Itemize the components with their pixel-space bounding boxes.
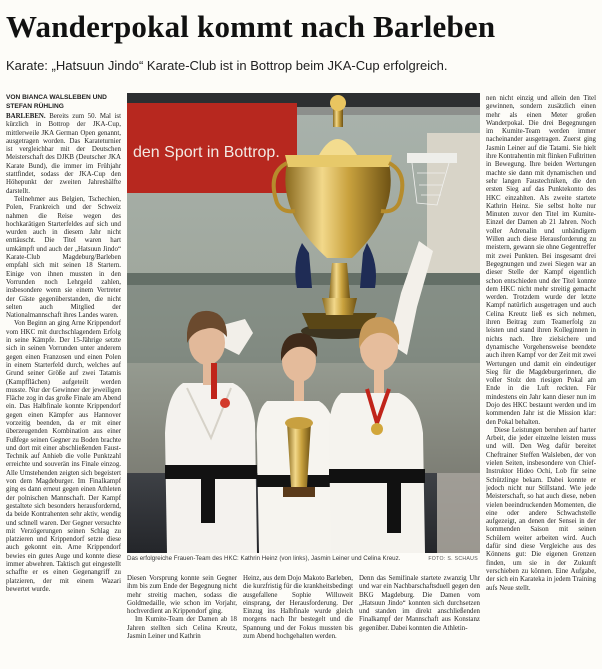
article-column-3	[243, 575, 353, 665]
column-paragraph: Denn das Semifinale startete zwanzig Uhr und war ein Nachbarschaftsduell gegen den BKG Magdeburg. Die Damen vom „Hatsuun Jindo“ konnten sich durchsetzen und standen im direkt anschließenden Finalkampf der Mannschaft aus Konstanz gegenüber. Dabei konnten die Athletin-	[359, 575, 480, 632]
column-paragraph: Von Beginn an ging Arne Krippendorf vom HKC mit durchschlagendem Erfolg in seine Kämpfe. Der 15-Jährige setzte sich in seinen Vorrunden unter anderem gegen einen Franzosen und einen Polen in einem Starterfeld durch, welches auf Grund seiner Größe auf zwei Tatamis (Kampfflächen) aufgeteilt werden musste. Nur der Gewinner der jeweiligen Fläche zog in das große Finale am Abend ein. Das Halbfinale konnte Krippendorf gegen einen Kämpfer aus Hannover vorzeitig beenden, da er mit einer überzeugenden Kombination aus einer Fußfege seinen Gegner zu Boden brachte und dort mit einer abschließenden Faust-Technik auf Anhieb die volle Punktzahl erreichte und souverän ins Finale einzog. Alle Umstehenden zeigten sich begeistert von dem Magdeburger. Im Finalkampf ging es dann erneut gegen einen Athleten der polnischen Mannschaft. Der Kampf gestaltete sich besonders herausfordernd, da beide Kontrahenten sehr aktiv, wendig und schnell waren. Der Gegner versuchte mit Verzögerungen seinen Schlag zu platzieren und Krippendorf setzte diese auch gekonnt ein. Arne Krippendorf bewies ein gutes Auge und konnte diese immer abwehren. Taktisch gut eingestellt schaffte er es einen Gegenangriff zu platzieren, der mit einem Wazari bewertet wurde.	[6, 320, 121, 593]
article-column-5	[486, 95, 596, 665]
column-paragraph: Im Kumite-Team der Damen ab 18 Jahren stellten sich Celina Kreutz, Jasmin Leiner und Kathrin	[127, 616, 237, 641]
column-paragraph: Heinz, aus dem Dojo Makoto Barleben, die kurzfristig für die krankheitsbedingt ausgefallene Sophie Willuweit einsprang, der Herausforderung. Der Einzug ins Halbfinale wurde gleich morgens nach Ihr bestegelt und die Spannung und der Fokus mussten bis zum Abend hochgehalten werden.	[243, 575, 353, 641]
article-column-2	[127, 575, 237, 665]
photo-caption	[127, 554, 480, 565]
column-paragraph: Diesen Vorsprung konnte sein Gegner ihm bis zum Ende der Begegnung nicht mehr streitig machen, sodass die Goldmedaille, wie schon im Vorjahr, hochverdient an Krippendorf ging.	[127, 575, 237, 616]
column-paragraph: Teilnehmer aus Belgien, Tschechien, Polen, Frankreich und der Schweiz nahmen die Reise wegen des hochkarätigen Starterfeldes auf sich und wurden auch in diesem Jahr nicht enttäuscht. Die Titel waren hart umkämpft und auch der „Hatsuun Jindo“ Karate-Club Magdeburg/Barleben empfahl sich mit seinen 18 Startern. Einige von ihnen mussten in den Vorrunden noch Lehrgeld zahlen, insbesondere wenn sie einem Vertreter der Gäste gegenüberstanden, die nicht selten auch Mitglied der Nationalmannschaft ihres Landes waren.	[6, 195, 121, 320]
paragraph-text: Bereits zum 50. Mal ist kürzlich in Bottrop der JKA-Cup, mittlerweile JKA German Open genannt, ausgetragen worden. Das Karateturnier ist vergleichbar mit der Deutschen Meisterschaft des DJKB (Deutscher JKA Karate Bund), die immer im Frühjahr stattfindet, sodass der JKA-Cup den Höhepunkt der zweiten Jahreshälfte darstellt.	[6, 113, 121, 195]
column-paragraph: Diese Leistungen beruhen auf harter Arbeit, die jeder einzelne leisten muss und will. Den Weg dafür bereitet Cheftrainer Steffen Walsleben, der von vielen Seiten, insbesondere von Chief-Instruktor Hideo Ochi, Lob für seine Schützlinge bekam. Dabei konnte er jedoch nicht nur Stillstand. Wie jede Meisterschaft, so hat auch diese, neben vielen beeindruckenden Momenten, die eine oder andere Schwachstelle aufgezeigt, an denen der Sensei in der kommenden Saison mit seinen Schülern weiter arbeiten wird. Auch dafür sind diese Vergleiche aus des Könnens gut: Die eigenen Grenzen finden, um sie in der Zukunft verschieben zu können. Eine Aufgabe, der sich ein Karateka in jedem Training aufs Neue stellt.	[486, 426, 596, 592]
column-paragraph: nen nicht einzig und allein den Titel gewinnen, sondern zusätzlich einen mehr als einen Meter großen Wanderpokal. Die drei Begegnungen im Kumite-Team werden immer nacheinander ausgetragen. Zuerst ging Jasmin Leiner auf die Tatami. Sie hielt ihre Kontrahentin mit flinken Fußtritten in Bewegung. Ihre beiden Wertungen machte sie dann mit dynamischen und sehr langen Faustechniken, die den ersten Sieg auf das Punktekonto des HKC einzahlten. Als zweite startete Kathrin Heinz. Sie selbst holte nur Minuten zuvor den Titel im Kumite-Einzel der Damen ab 21 Jahren. Noch voller Adrenalin und unbändigem Willen auch diese Herausforderung zu meistern, gewann sie ohne Gegentreffer mit zwei Punkten. Bei insgesamt drei Begegnungen und zwei Siegen war an dieser Stelle der Kampf eigentlich schon entschieden und der Titel konnte dem HKC nicht mehr streitig gemacht werden. Trotzdem wurde der letzte Kampf natürlich ausgetragen und auch Celina Kreutz ließ es sich nehmen, ihren Beitrag zum Teamerfolg zu leisten und stand ihren Kolleginnen in nichts nach. Ihre zielsichere und dynamische Vorgehensweise beendete auch ihren Kampf vor der Zeit mit zwei Wertungen und damit ein eindeutiger Sieg für die Magdeburgerinnen, die voller Stolz den riesigen Pokal am Ende in die Luft reckten. Für mindestens ein Jahr kann dieser nun im Dojo des HKC bestaunt werden und im kommenden Jahr ist die Mission klar: den Pokal behalten.	[486, 95, 596, 426]
article-column-1	[6, 113, 121, 665]
photo-credit: FOTO: S. SCHAUS	[428, 556, 478, 562]
article-headline: Wanderpokal kommt nach Barleben	[6, 9, 496, 44]
banner-text: den Sport in Bottrop.	[133, 144, 280, 161]
article-column-4	[359, 575, 480, 665]
article-byline: VON BIANCA WALSLEBEN UND STEFAN RÜHLING	[6, 94, 107, 110]
article-subheadline: Karate: „Hatsuun Jindo“ Karate-Club ist in Bottrop beim JKA-Cup erfolgreich.	[6, 58, 448, 73]
team-photo-illustration	[127, 93, 480, 553]
caption-text: Das erfolgreiche Frauen-Team des HKC: Kathrin Heinz (von links), Jasmin Leiner und Celina Kreuz.	[127, 555, 401, 562]
dateline: BARLEBEN.	[6, 113, 46, 120]
column-paragraph	[6, 113, 121, 196]
team-photo	[127, 93, 480, 553]
